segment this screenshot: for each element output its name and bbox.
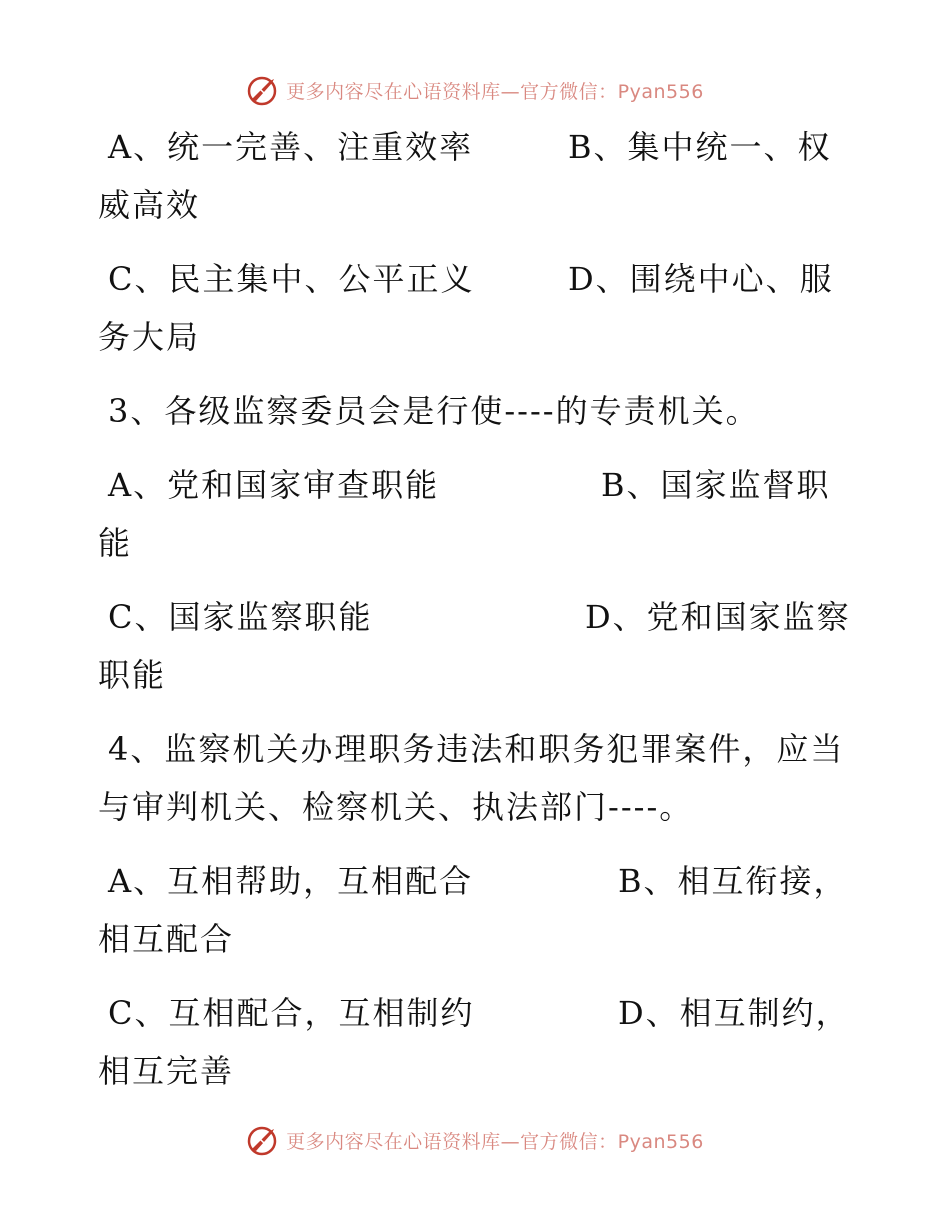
option-row-cd xyxy=(98,984,858,1042)
option-row-ab xyxy=(98,118,858,176)
header-watermark xyxy=(0,70,950,110)
option-d: D、相互制约， xyxy=(618,994,850,1032)
watermark-text: 更多内容尽在心语资料库—官方微信：Pyan556 xyxy=(286,1130,704,1153)
quill-logo-icon xyxy=(246,1123,280,1157)
option-d: D、围绕中心、服 xyxy=(568,260,834,298)
option-row-ab xyxy=(98,456,858,514)
option-row-cd xyxy=(98,250,858,308)
option-b: B、相互衔接， xyxy=(618,862,848,900)
question-3-stem: 3、各级监察委员会是行使----的专责机关。 xyxy=(108,392,760,430)
option-row-ab xyxy=(98,852,858,910)
option-row-cd xyxy=(98,588,858,646)
option-b-continued: 威高效 xyxy=(98,186,201,224)
option-c: C、民主集中、公平正义 xyxy=(108,260,475,298)
option-a: A、党和国家审查职能 xyxy=(108,466,440,504)
question-4-stem-line2: 与审判机关、检察机关、执法部门----。 xyxy=(98,788,694,826)
option-c: C、国家监察职能 xyxy=(108,598,373,636)
option-d-continued: 职能 xyxy=(98,656,167,694)
option-b-continued: 能 xyxy=(98,524,133,562)
option-d-continued: 相互完善 xyxy=(98,1052,235,1090)
document-body xyxy=(98,118,858,1100)
footer-watermark xyxy=(0,1120,950,1160)
option-b-continued: 相互配合 xyxy=(98,920,235,958)
option-d-continued: 务大局 xyxy=(98,318,201,356)
option-b: B、国家监督职 xyxy=(601,466,831,504)
option-a: A、互相帮助，互相配合 xyxy=(108,862,474,900)
option-d: D、党和国家监察 xyxy=(585,598,851,636)
quill-logo-icon xyxy=(246,73,280,107)
watermark-text: 更多内容尽在心语资料库—官方微信：Pyan556 xyxy=(286,80,704,103)
option-b: B、集中统一、权 xyxy=(568,128,832,166)
option-c: C、互相配合，互相制约 xyxy=(108,994,475,1032)
question-4-stem-line1: 4、监察机关办理职务违法和职务犯罪案件，应当 xyxy=(108,730,845,768)
option-a: A、统一完善、注重效率 xyxy=(108,128,474,166)
